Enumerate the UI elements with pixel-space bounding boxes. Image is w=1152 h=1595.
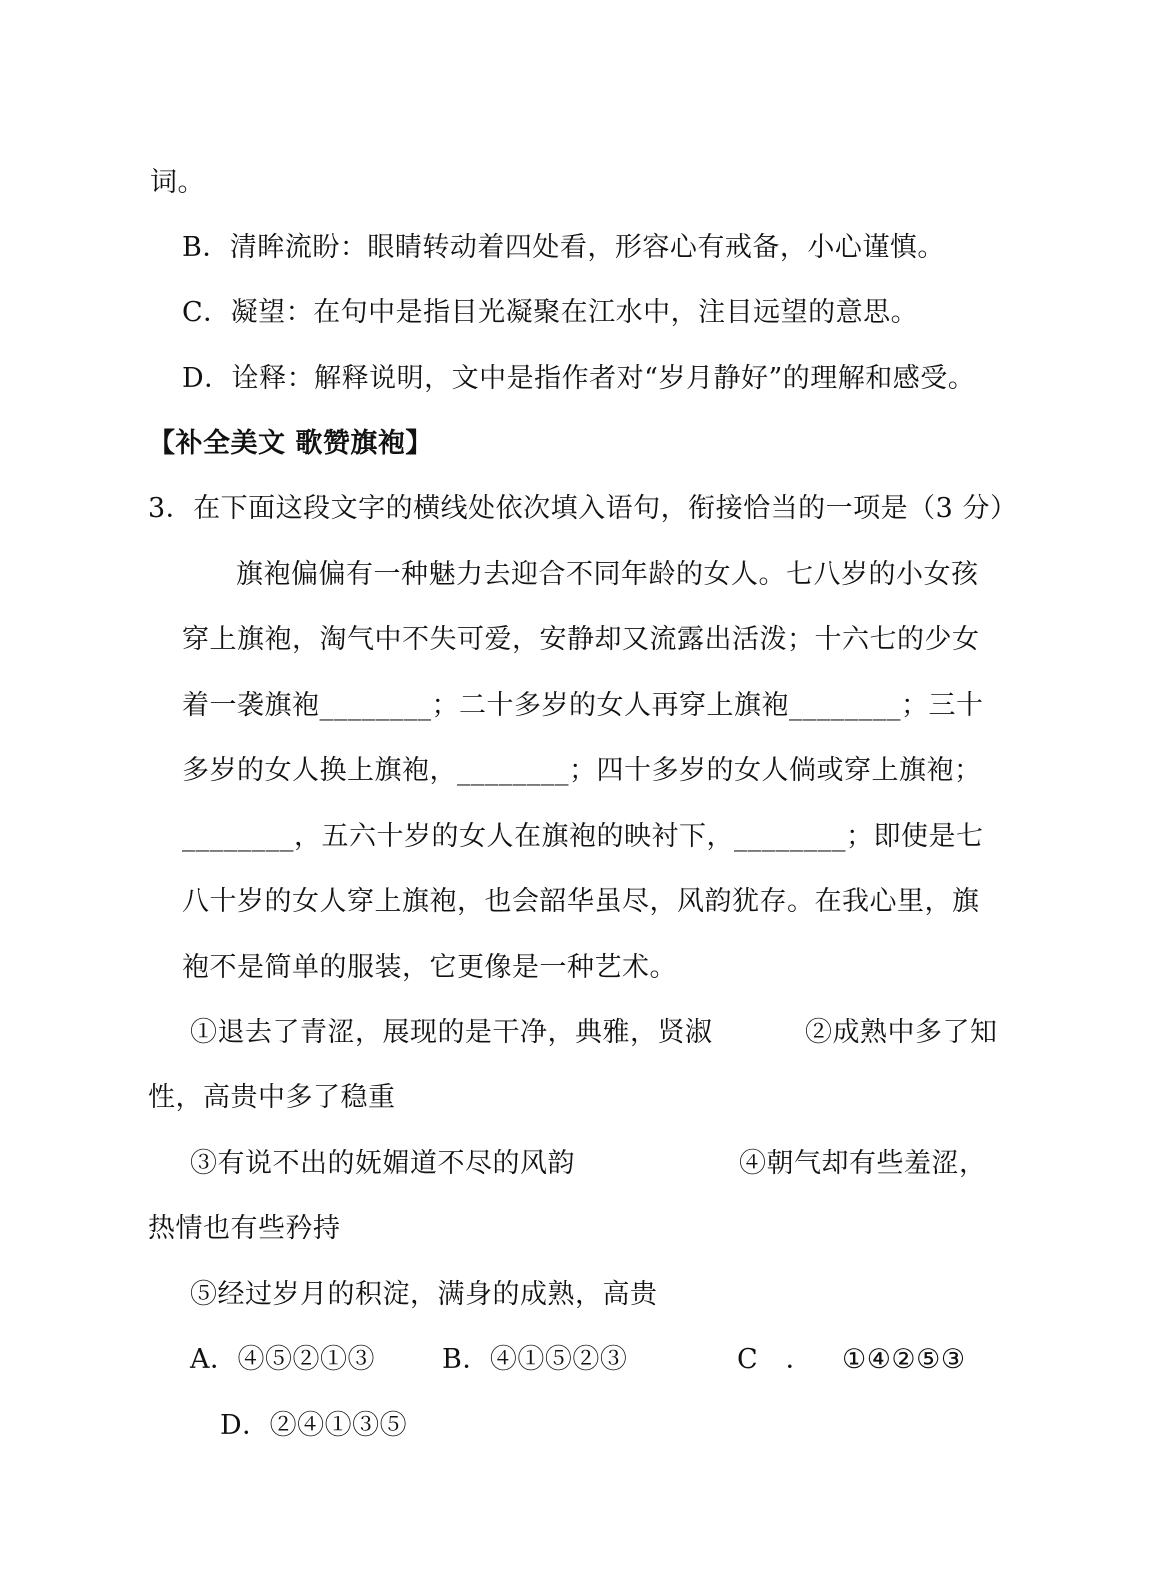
option-c: C．凝望：在句中是指目光凝聚在江水中，注目远望的意思。 xyxy=(182,297,919,328)
passage-line-6: 八十岁的女人穿上旗袍，也会韶华虽尽，风韵犹存。在我心里，旗 xyxy=(182,886,980,917)
answer-option-b: B．④①⑤②③ xyxy=(442,1344,628,1375)
fill-item-4: ④朝气却有些羞涩， xyxy=(739,1148,987,1179)
answer-option-a: A．④⑤②①③ xyxy=(190,1344,375,1375)
passage-line-2: 穿上旗袍，淘气中不失可爱，安静却又流露出活泼；十六七的少女 xyxy=(182,624,980,655)
question-3-stem: 3．在下面这段文字的横线处依次填入语句，衔接恰当的一项是（3 分） xyxy=(148,493,1018,524)
option-d: D．诠释：解释说明，文中是指作者对“岁月静好”的理解和感受。 xyxy=(182,363,976,394)
answer-option-c-sequence: ①④②⑤③ xyxy=(842,1344,966,1375)
passage-line-4: 多岁的女人换上旗袍，________；四十多岁的女人倘或穿上旗袍； xyxy=(182,755,982,786)
passage-line-1: 旗袍偏偏有一种魅力去迎合不同年龄的女人。七八岁的小女孩 xyxy=(236,559,979,590)
section-heading: 【补全美文 歌赞旗袍】 xyxy=(148,428,433,459)
answer-option-d: D．②④①③⑤ xyxy=(220,1410,408,1441)
fill-item-4-cont: 热情也有些矜持 xyxy=(148,1213,341,1244)
fill-item-3: ③有说不出的妩媚道不尽的风韵 xyxy=(190,1148,575,1179)
passage-line-3: 着一袭旗袍________；二十多岁的女人再穿上旗袍________；三十 xyxy=(182,690,984,721)
answer-option-c-label: C ． xyxy=(737,1344,814,1375)
fill-item-5: ⑤经过岁月的积淀，满身的成熟，高贵 xyxy=(190,1279,658,1310)
option-b: B．清眸流盼：眼睛转动着四处看，形容心有戒备，小心谨慎。 xyxy=(182,232,945,263)
fill-item-1: ①退去了青涩，展现的是干净，典雅，贤淑 xyxy=(190,1017,713,1048)
passage-line-5: ________，五六十岁的女人在旗袍的映衬下，________；即使是七 xyxy=(182,821,984,852)
fill-item-2-cont: 性，高贵中多了稳重 xyxy=(148,1082,396,1113)
previous-question-continuation: 词。 xyxy=(150,167,205,198)
passage-line-7: 袍不是简单的服装，它更像是一种艺术。 xyxy=(182,952,677,983)
fill-item-2: ②成熟中多了知 xyxy=(805,1017,998,1048)
